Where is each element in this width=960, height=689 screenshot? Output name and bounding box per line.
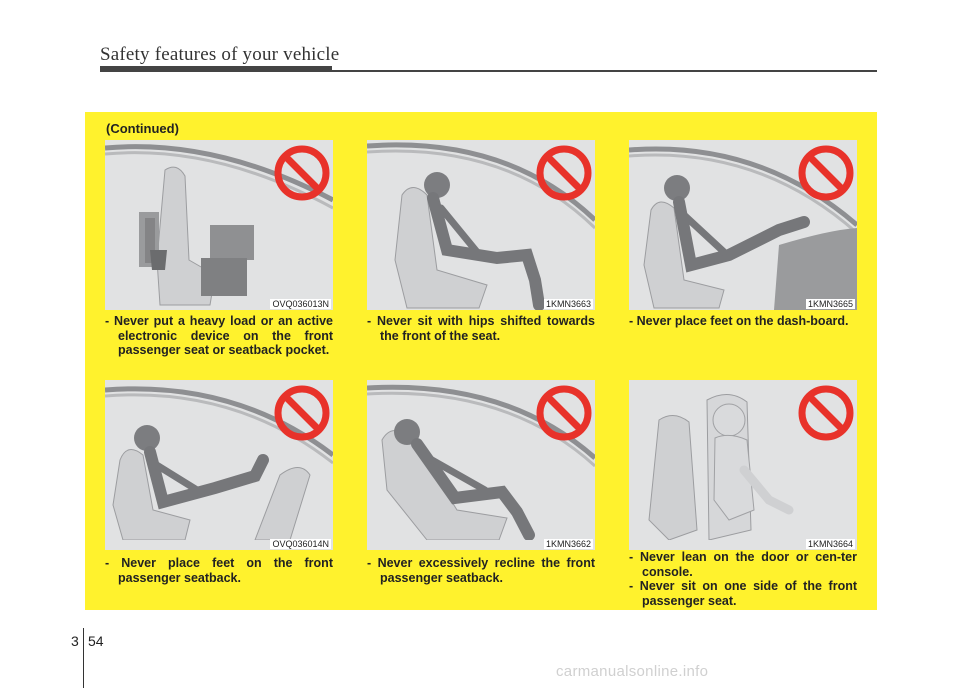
caption-lean-door: - Never lean on the door or cen-ter console. - Never sit on one side of the front passenger seat.: [629, 550, 857, 608]
watermark: carmanualsonline.info: [556, 663, 709, 680]
prohibit-icon: [797, 144, 855, 202]
caption-hips-shifted: - Never sit with hips shifted towards the front of the seat.: [367, 314, 595, 343]
caption-recline: - Never excessively recline the front passenger seatback.: [367, 556, 595, 585]
page-divider: [83, 628, 84, 688]
prohibit-icon: [797, 384, 855, 442]
prohibit-icon: [273, 384, 331, 442]
prohibit-icon: [535, 384, 593, 442]
caption-feet-seatback: - Never place feet on the front passenger seatback.: [105, 556, 333, 585]
prohibit-icon: [273, 144, 331, 202]
header-rule: [332, 70, 877, 72]
figure-code: 1KMN3662: [545, 539, 591, 549]
page-number: 54: [88, 633, 104, 649]
caption-heavy-load: - Never put a heavy load or an active electronic device on the front passenger seat or seatback pocket.: [105, 314, 333, 357]
figure-code: 1KMN3663: [545, 299, 591, 309]
figure-code: 1KMN3665: [807, 299, 853, 309]
header-bar: [100, 66, 332, 72]
continued-label: (Continued): [106, 121, 179, 136]
prohibit-icon: [535, 144, 593, 202]
chapter-number: 3: [71, 633, 79, 649]
header-title: Safety features of your vehicle: [100, 44, 340, 65]
figure-code: 1KMN3664: [807, 539, 853, 549]
figure-code: OVQ036013N: [272, 299, 329, 309]
caption-feet-dashboard: - Never place feet on the dash-board.: [629, 314, 849, 328]
figure-code: OVQ036014N: [272, 539, 329, 549]
